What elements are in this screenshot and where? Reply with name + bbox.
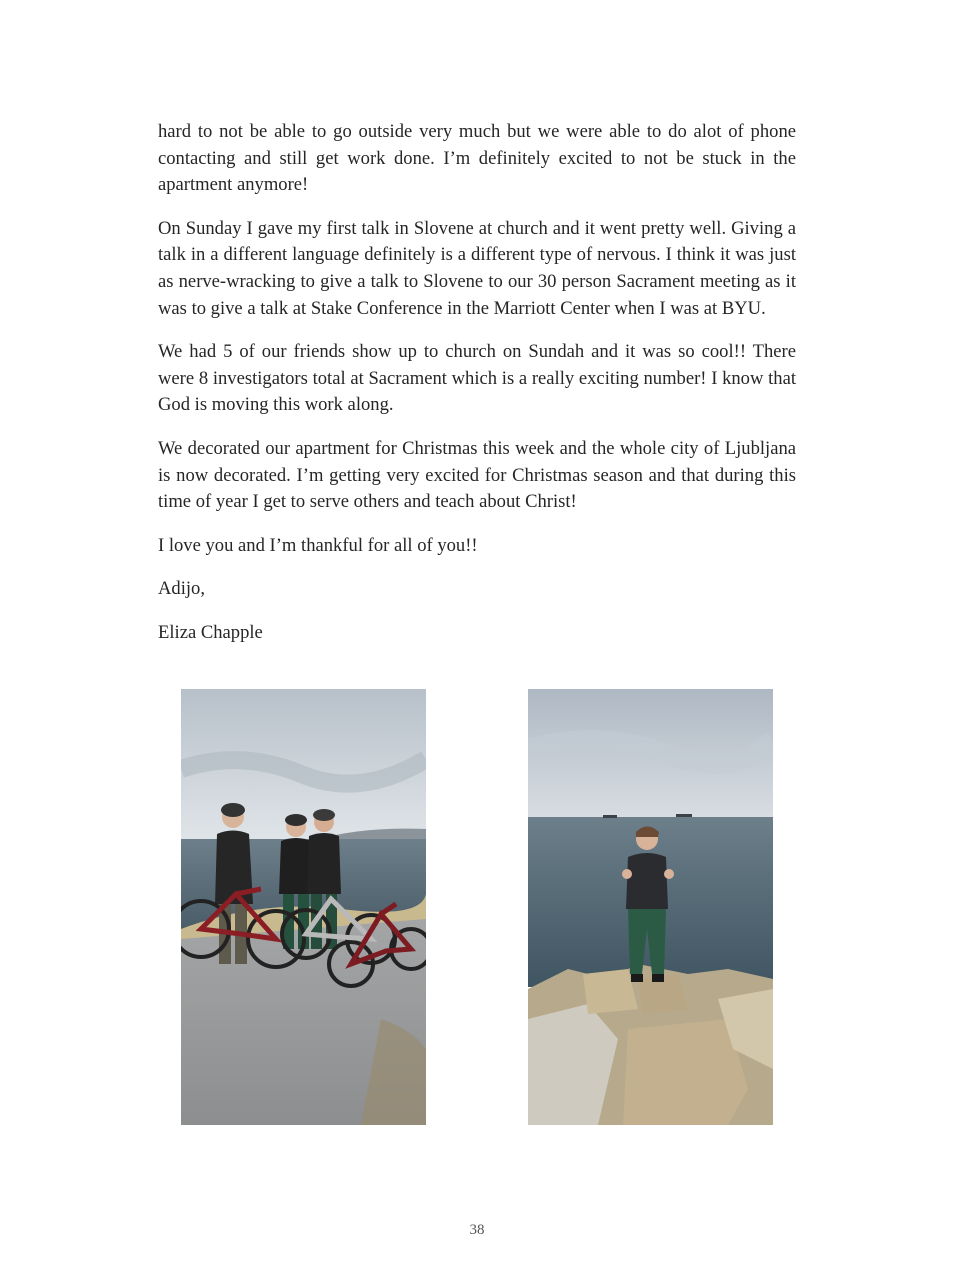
photo-bikes-illustration <box>181 689 426 1125</box>
paragraph-first-talk: On Sunday I gave my first talk in Slovene at church and it went pretty well. Giving a talk in a different language definitely is a different type of nervous. I think it was just as nerve-wracking to give a talk to Slovene to our 30 person Sacrament meeting as it was to give a talk at Stake Conference in the Marriott Center when I was at BYU. <box>158 217 796 319</box>
signature: Eliza Chapple <box>158 621 263 643</box>
photo-thumbs-up-on-rocks <box>528 689 773 1125</box>
paragraph-continuation: hard to not be able to go outside very much but we were able to do alot of phone contacting and still get work done. I’m definitely excited to not be stuck in the apartment anymore! <box>158 121 796 196</box>
photo-bikes-by-sea <box>181 689 426 1125</box>
paragraph-friends-at-church: We had 5 of our friends show up to church on Sundah and it was so cool!! There were 8 investigators total at Sacrament which is a really exciting number! I know that God is moving this work along. <box>158 341 796 416</box>
photo-rocks-illustration <box>528 689 773 1125</box>
page-number: 38 <box>469 1222 485 1238</box>
paragraph-christmas: We decorated our apartment for Christmas this week and the whole city of Ljubljana is now decorated. I’m getting very excited for Christmas season and that during this time of year I get to serve others and teach about Christ! <box>158 437 796 513</box>
closing-line: Adijo, <box>158 578 206 600</box>
love-line: I love you and I’m thankful for all of you!! <box>158 534 478 556</box>
letter-body <box>158 119 796 664</box>
